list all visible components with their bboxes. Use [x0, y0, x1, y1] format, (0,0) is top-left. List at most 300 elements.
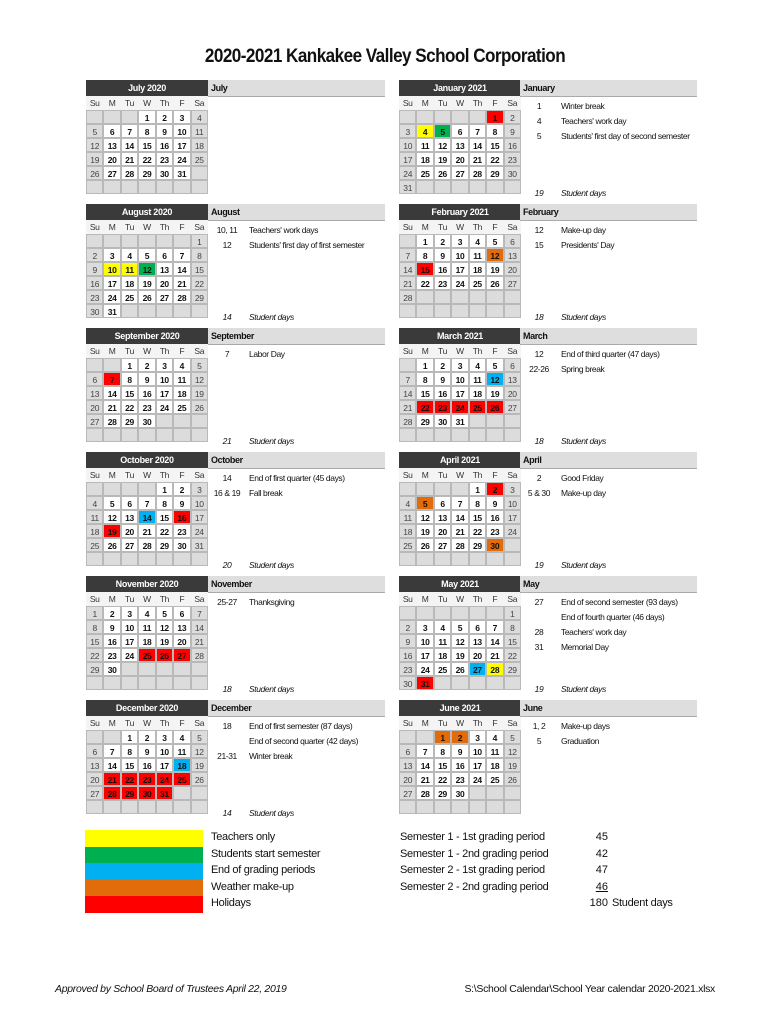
day-cell: 29 — [504, 662, 521, 676]
notes-may-2021 — [520, 576, 697, 697]
day-cell: 30 — [451, 786, 468, 800]
day-cell: 13 — [86, 386, 103, 400]
day-cell: 13 — [399, 758, 416, 772]
day-cell: 12 — [191, 372, 208, 386]
month-grid — [399, 220, 521, 318]
grading-period-label: Semester 1 - 1st grading period — [400, 831, 545, 843]
month-april-2021 — [399, 452, 521, 573]
day-cell: 29 — [156, 538, 173, 552]
empty-day-cell — [486, 414, 503, 428]
day-name: Sa — [504, 220, 521, 234]
notes-june-2021 — [520, 700, 697, 821]
student-days-line — [208, 806, 385, 820]
day-cell: 17 — [103, 276, 120, 290]
note-line — [208, 471, 385, 485]
day-cell: 14 — [451, 510, 468, 524]
day-cell: 27 — [451, 166, 468, 180]
day-cell: 15 — [121, 386, 138, 400]
empty-day-cell — [469, 180, 486, 194]
day-cell: 25 — [191, 152, 208, 166]
day-cell: 24 — [103, 290, 120, 304]
day-cell: 7 — [173, 248, 190, 262]
day-cell: 3 — [103, 248, 120, 262]
note-line — [520, 486, 697, 500]
month-grid — [399, 592, 521, 690]
day-name: W — [451, 468, 468, 482]
day-cell: 30 — [399, 676, 416, 690]
day-name: Th — [469, 344, 486, 358]
notes-august-2020 — [208, 204, 385, 325]
note-text: Graduation — [561, 736, 600, 746]
empty-day-cell — [399, 234, 416, 248]
month-header: June 2021 — [399, 700, 521, 716]
empty-day-cell — [416, 110, 433, 124]
notes-july-2020 — [208, 80, 385, 201]
day-cell: 17 — [156, 758, 173, 772]
day-cell: 24 — [173, 152, 190, 166]
day-cell: 24 — [416, 662, 433, 676]
day-cell: 3 — [399, 124, 416, 138]
day-cell: 22 — [469, 524, 486, 538]
day-cell: 11 — [173, 372, 190, 386]
student-days-line — [520, 186, 697, 200]
day-cell: 6 — [86, 744, 103, 758]
day-name: Su — [399, 592, 416, 606]
day-cell: 4 — [486, 730, 503, 744]
empty-day-cell — [399, 606, 416, 620]
legend-label: Students start semester — [211, 848, 321, 860]
day-cell: 7 — [121, 124, 138, 138]
empty-day-cell — [486, 552, 503, 566]
day-cell: 2 — [504, 110, 521, 124]
empty-day-cell — [469, 110, 486, 124]
day-name: F — [173, 220, 190, 234]
day-cell: 15 — [504, 634, 521, 648]
day-cell: 10 — [103, 262, 120, 276]
day-cell: 9 — [103, 620, 120, 634]
day-cell: 25 — [173, 400, 190, 414]
day-name: M — [103, 344, 120, 358]
empty-day-cell — [416, 552, 433, 566]
empty-day-cell — [156, 304, 173, 318]
day-cell: 4 — [399, 496, 416, 510]
day-cell: 3 — [121, 606, 138, 620]
day-cell: 19 — [138, 276, 155, 290]
day-cell: 26 — [486, 400, 503, 414]
note-date: 12 — [222, 240, 232, 250]
day-cell: 10 — [173, 124, 190, 138]
day-cell: 26 — [504, 772, 521, 786]
note-line — [208, 347, 385, 361]
empty-day-cell — [156, 428, 173, 442]
day-cell: 12 — [103, 510, 120, 524]
day-cell: 15 — [191, 262, 208, 276]
day-cell: 11 — [399, 510, 416, 524]
day-cell: 4 — [121, 248, 138, 262]
day-cell: 26 — [191, 772, 208, 786]
day-cell: 30 — [156, 166, 173, 180]
legend-label: Holidays — [211, 897, 251, 909]
day-cell: 1 — [416, 358, 433, 372]
empty-day-cell — [451, 800, 468, 814]
day-name: Tu — [121, 468, 138, 482]
note-date: 28 — [534, 627, 544, 637]
day-cell: 8 — [434, 744, 451, 758]
empty-day-cell — [451, 304, 468, 318]
empty-day-cell — [173, 234, 190, 248]
day-name: Su — [86, 468, 103, 482]
day-name: Th — [469, 220, 486, 234]
day-cell: 11 — [191, 124, 208, 138]
note-text: End of fourth quarter (46 days) — [561, 612, 665, 622]
day-cell: 1 — [86, 606, 103, 620]
day-cell: 15 — [86, 634, 103, 648]
day-cell: 21 — [103, 400, 120, 414]
empty-day-cell — [469, 552, 486, 566]
empty-day-cell — [191, 786, 208, 800]
notes-header: June — [520, 700, 697, 717]
month-header: December 2020 — [86, 700, 208, 716]
day-cell: 12 — [486, 372, 503, 386]
day-name: Tu — [121, 96, 138, 110]
empty-day-cell — [121, 234, 138, 248]
day-cell: 23 — [504, 152, 521, 166]
day-cell: 13 — [451, 138, 468, 152]
note-line — [520, 347, 697, 361]
grading-period-label: Semester 2 - 1st grading period — [400, 864, 545, 876]
student-days-line — [208, 558, 385, 572]
day-cell: 20 — [469, 648, 486, 662]
day-cell: 10 — [451, 248, 468, 262]
month-header: November 2020 — [86, 576, 208, 592]
day-name: Tu — [434, 220, 451, 234]
month-header: March 2021 — [399, 328, 521, 344]
day-cell: 24 — [156, 772, 173, 786]
legend-label: Teachers only — [211, 831, 275, 843]
day-cell: 15 — [434, 758, 451, 772]
day-name: W — [138, 96, 155, 110]
day-name: F — [486, 344, 503, 358]
day-cell: 8 — [469, 496, 486, 510]
day-cell: 7 — [486, 620, 503, 634]
day-cell: 18 — [173, 758, 190, 772]
day-name: Th — [156, 468, 173, 482]
day-cell: 10 — [121, 620, 138, 634]
empty-day-cell — [191, 304, 208, 318]
day-cell: 11 — [434, 634, 451, 648]
day-cell: 25 — [469, 400, 486, 414]
day-cell: 19 — [191, 386, 208, 400]
empty-day-cell — [173, 180, 190, 194]
month-grid — [399, 468, 521, 566]
empty-day-cell — [504, 800, 521, 814]
day-cell: 18 — [416, 152, 433, 166]
day-cell: 1 — [121, 730, 138, 744]
day-name: Th — [469, 592, 486, 606]
empty-day-cell — [156, 414, 173, 428]
empty-day-cell — [156, 180, 173, 194]
day-cell: 21 — [121, 152, 138, 166]
empty-day-cell — [486, 786, 503, 800]
note-text: Teachers' work day — [561, 116, 627, 126]
day-cell: 11 — [469, 372, 486, 386]
note-line — [208, 719, 385, 733]
day-cell: 18 — [469, 262, 486, 276]
day-name: Su — [399, 716, 416, 730]
day-cell: 21 — [399, 276, 416, 290]
student-days-count: 14 — [222, 808, 232, 818]
note-line — [520, 595, 697, 609]
empty-day-cell — [451, 606, 468, 620]
day-cell: 26 — [486, 276, 503, 290]
student-days-line — [208, 682, 385, 696]
day-name: F — [486, 220, 503, 234]
day-cell: 8 — [504, 620, 521, 634]
day-cell: 25 — [86, 538, 103, 552]
day-name: F — [486, 96, 503, 110]
empty-day-cell — [451, 110, 468, 124]
day-cell: 30 — [138, 786, 155, 800]
empty-day-cell — [121, 428, 138, 442]
day-cell: 24 — [504, 524, 521, 538]
notes-header: July — [208, 80, 385, 97]
legend-swatch-green — [85, 847, 203, 864]
empty-day-cell — [486, 180, 503, 194]
day-cell: 23 — [156, 152, 173, 166]
student-days-label: Student days — [249, 560, 294, 570]
day-cell: 4 — [173, 358, 190, 372]
day-cell: 17 — [451, 386, 468, 400]
day-cell: 27 — [86, 414, 103, 428]
day-cell: 9 — [138, 744, 155, 758]
note-text: End of first quarter (45 days) — [249, 473, 345, 483]
notes-header: November — [208, 576, 385, 593]
day-cell: 25 — [486, 772, 503, 786]
empty-day-cell — [469, 786, 486, 800]
day-cell: 5 — [486, 234, 503, 248]
note-date: 7 — [224, 349, 230, 359]
note-line — [520, 610, 697, 624]
day-cell: 3 — [173, 110, 190, 124]
day-cell: 22 — [416, 276, 433, 290]
empty-day-cell — [451, 676, 468, 690]
empty-day-cell — [86, 552, 103, 566]
day-cell: 9 — [138, 372, 155, 386]
day-name: Sa — [504, 468, 521, 482]
empty-day-cell — [434, 110, 451, 124]
grading-period-days: 45 — [595, 831, 608, 843]
day-name: Su — [399, 344, 416, 358]
day-cell: 23 — [451, 772, 468, 786]
total-days: 180 — [589, 897, 608, 909]
day-cell: 14 — [103, 758, 120, 772]
month-february-2021 — [399, 204, 521, 325]
day-cell: 3 — [156, 730, 173, 744]
day-cell: 21 — [191, 634, 208, 648]
day-cell: 10 — [399, 138, 416, 152]
notes-header: March — [520, 328, 697, 345]
day-name: Tu — [121, 592, 138, 606]
day-cell: 5 — [504, 730, 521, 744]
day-cell: 15 — [156, 510, 173, 524]
day-cell: 16 — [399, 648, 416, 662]
day-cell: 11 — [469, 248, 486, 262]
day-cell: 5 — [416, 496, 433, 510]
note-text: End of third quarter (47 days) — [561, 349, 660, 359]
empty-day-cell — [173, 304, 190, 318]
empty-day-cell — [469, 676, 486, 690]
day-name: M — [416, 716, 433, 730]
note-date: 1, 2 — [532, 721, 546, 731]
day-name: F — [173, 468, 190, 482]
empty-day-cell — [138, 482, 155, 496]
empty-day-cell — [121, 110, 138, 124]
month-november-2020 — [86, 576, 208, 697]
student-days-count: 19 — [534, 188, 544, 198]
note-text: Students' first day of second semester — [561, 131, 690, 141]
student-days-label: Student days — [249, 684, 294, 694]
day-cell: 28 — [191, 648, 208, 662]
empty-day-cell — [86, 234, 103, 248]
empty-day-cell — [156, 662, 173, 676]
day-cell: 13 — [434, 510, 451, 524]
day-name: Su — [86, 96, 103, 110]
day-cell: 30 — [504, 166, 521, 180]
day-name: Sa — [191, 344, 208, 358]
day-cell: 24 — [121, 648, 138, 662]
day-cell: 23 — [434, 276, 451, 290]
day-cell: 24 — [451, 276, 468, 290]
note-text: Presidents' Day — [561, 240, 615, 250]
day-cell: 2 — [451, 730, 468, 744]
day-cell: 14 — [469, 138, 486, 152]
student-days-label: Student days — [561, 560, 606, 570]
empty-day-cell — [156, 676, 173, 690]
empty-day-cell — [138, 676, 155, 690]
day-name: Th — [156, 344, 173, 358]
day-cell: 17 — [469, 758, 486, 772]
day-cell: 4 — [434, 620, 451, 634]
day-cell: 30 — [486, 538, 503, 552]
day-cell: 27 — [469, 662, 486, 676]
student-days-count: 14 — [222, 312, 232, 322]
notes-header: December — [208, 700, 385, 717]
empty-day-cell — [416, 482, 433, 496]
day-cell: 31 — [173, 166, 190, 180]
empty-day-cell — [121, 552, 138, 566]
day-name: W — [451, 220, 468, 234]
month-december-2020 — [86, 700, 208, 821]
day-name: Th — [156, 96, 173, 110]
note-text: End of first semester (87 days) — [249, 721, 353, 731]
student-days-line — [208, 434, 385, 448]
empty-day-cell — [434, 482, 451, 496]
day-name: F — [173, 344, 190, 358]
day-cell: 12 — [486, 248, 503, 262]
empty-day-cell — [504, 290, 521, 304]
day-cell: 31 — [399, 180, 416, 194]
note-line — [208, 223, 385, 237]
day-cell: 7 — [451, 496, 468, 510]
empty-day-cell — [504, 786, 521, 800]
empty-day-cell — [486, 606, 503, 620]
day-name: Th — [469, 468, 486, 482]
grading-period-days: 46 — [595, 881, 608, 893]
day-cell: 27 — [103, 166, 120, 180]
day-cell: 7 — [469, 124, 486, 138]
day-cell: 3 — [416, 620, 433, 634]
day-cell: 8 — [191, 248, 208, 262]
day-cell: 8 — [486, 124, 503, 138]
day-cell: 2 — [434, 234, 451, 248]
day-name: M — [416, 592, 433, 606]
day-cell: 13 — [86, 758, 103, 772]
day-name: F — [486, 592, 503, 606]
day-cell: 8 — [138, 124, 155, 138]
day-cell: 18 — [121, 276, 138, 290]
month-august-2020 — [86, 204, 208, 325]
student-days-label: Student days — [249, 312, 294, 322]
empty-day-cell — [191, 414, 208, 428]
day-cell: 8 — [121, 372, 138, 386]
day-cell: 9 — [434, 372, 451, 386]
day-name: Tu — [434, 716, 451, 730]
day-cell: 21 — [173, 276, 190, 290]
empty-day-cell — [416, 304, 433, 318]
day-name: W — [138, 716, 155, 730]
day-cell: 9 — [156, 124, 173, 138]
empty-day-cell — [191, 676, 208, 690]
day-cell: 2 — [103, 606, 120, 620]
day-cell: 28 — [416, 786, 433, 800]
day-cell: 5 — [138, 248, 155, 262]
day-name: M — [103, 592, 120, 606]
day-cell: 22 — [486, 152, 503, 166]
month-header: January 2021 — [399, 80, 521, 96]
day-cell: 19 — [416, 524, 433, 538]
day-cell: 30 — [103, 662, 120, 676]
day-name: Th — [156, 220, 173, 234]
day-cell: 9 — [86, 262, 103, 276]
month-grid — [399, 96, 521, 194]
notes-header: August — [208, 204, 385, 221]
day-cell: 28 — [469, 166, 486, 180]
day-cell: 12 — [86, 138, 103, 152]
day-name: Tu — [121, 220, 138, 234]
notes-header: April — [520, 452, 697, 469]
empty-day-cell — [86, 358, 103, 372]
notes-september-2020 — [208, 328, 385, 449]
empty-day-cell — [434, 428, 451, 442]
empty-day-cell — [399, 552, 416, 566]
day-cell: 5 — [191, 730, 208, 744]
day-name: Sa — [191, 96, 208, 110]
day-cell: 16 — [434, 262, 451, 276]
day-cell: 20 — [86, 400, 103, 414]
day-cell: 17 — [416, 648, 433, 662]
empty-day-cell — [434, 290, 451, 304]
empty-day-cell — [191, 662, 208, 676]
day-cell: 22 — [138, 152, 155, 166]
note-text: Teachers' work days — [249, 225, 319, 235]
day-cell: 13 — [121, 510, 138, 524]
note-date: 2 — [536, 473, 542, 483]
day-cell: 14 — [103, 386, 120, 400]
empty-day-cell — [138, 180, 155, 194]
day-cell: 31 — [103, 304, 120, 318]
day-cell: 30 — [86, 304, 103, 318]
day-cell: 28 — [103, 786, 120, 800]
